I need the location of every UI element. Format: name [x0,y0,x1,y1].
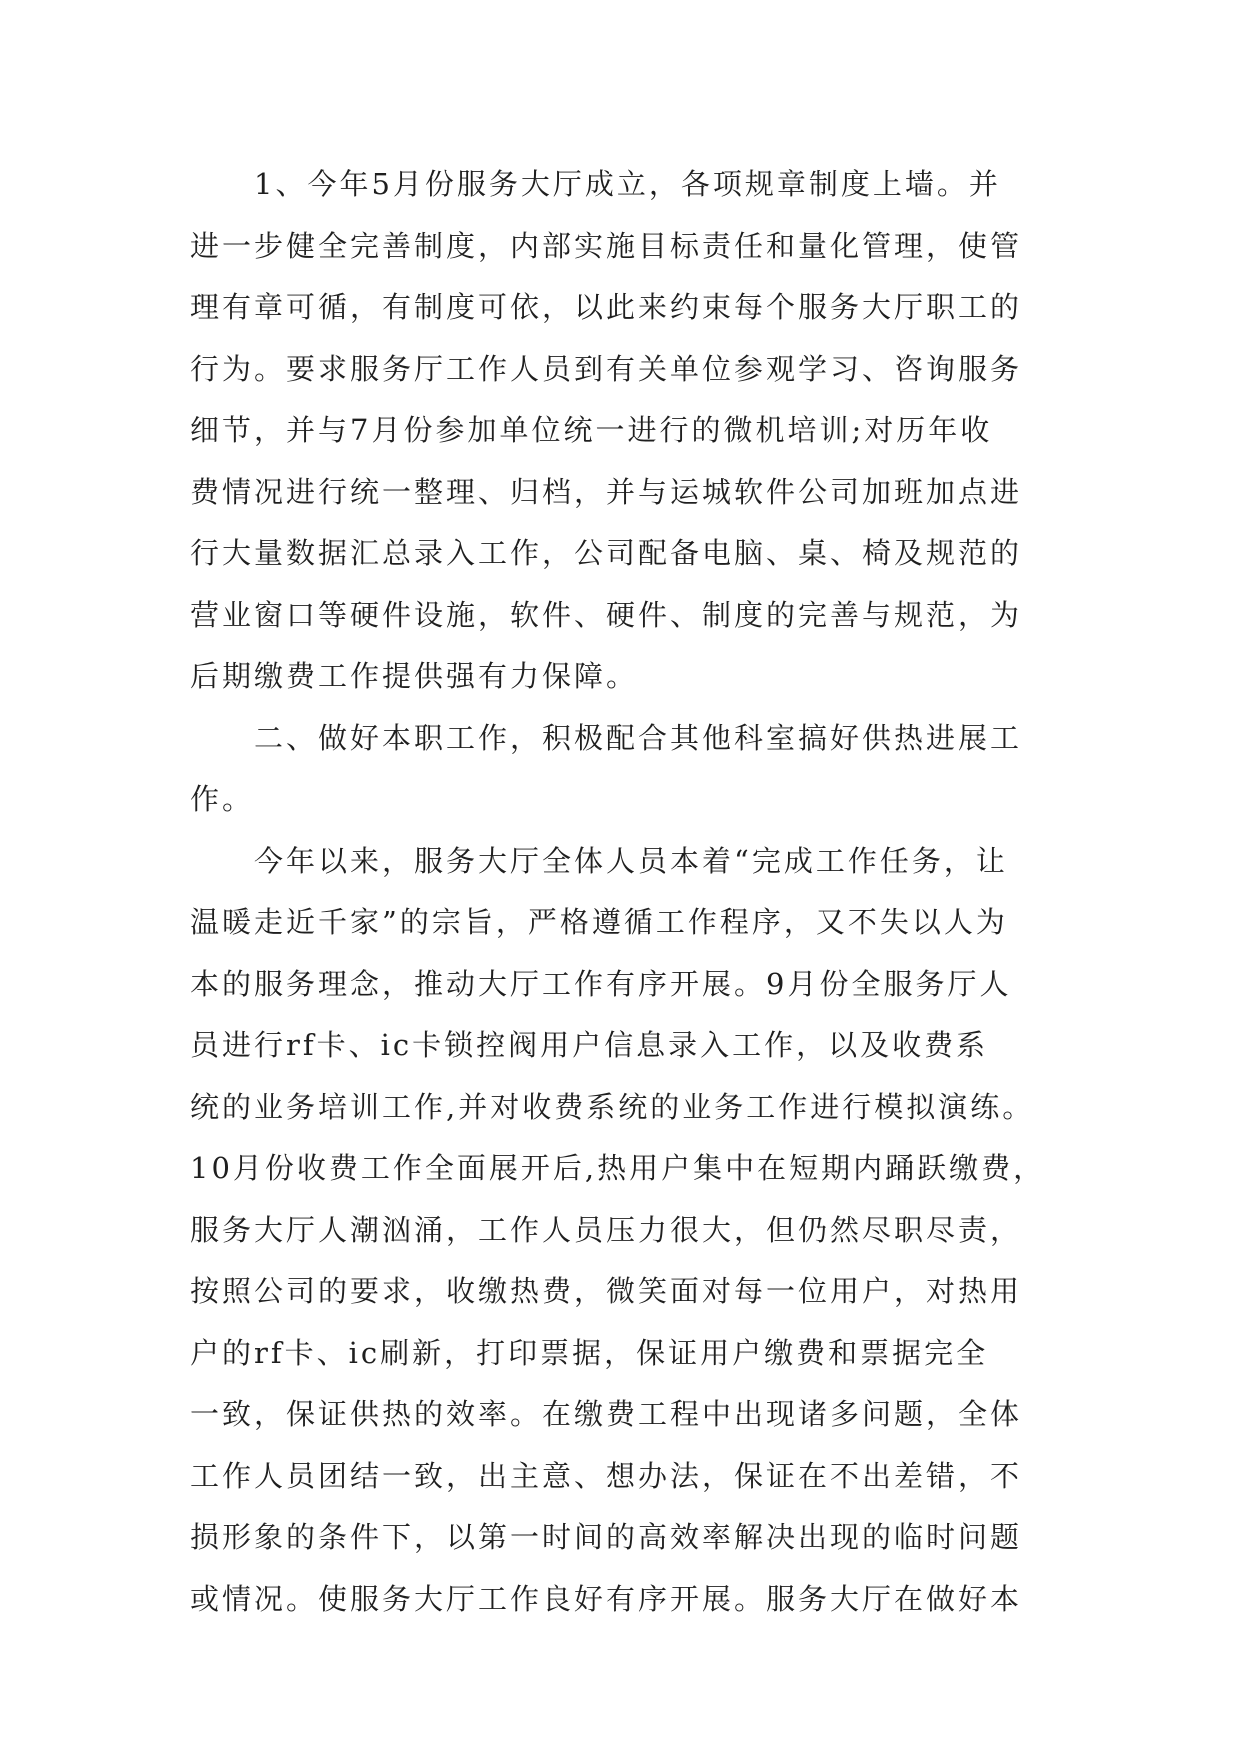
text-line: 10月份收费工作全面展开后,热用户集中在短期内踊跃缴费， [190,1151,1046,1185]
text-line: 按照公司的要求，收缴热费，微笑面对每一位用户，对热用 [190,1274,1023,1308]
text-line: 工作人员团结一致，出主意、想办法，保证在不出差错，不 [190,1458,1023,1493]
text-line: 温暖走近千家”的宗旨，严格遵循工作程序，又不失以人为 [190,905,1008,939]
text-line: 行为。要求服务厅工作人员到有关单位参观学习、咨询服务 [190,351,1023,386]
text-line: 营业窗口等硬件设施，软件、硬件、制度的完善与规范，为 [190,597,1023,632]
text-line: 1、今年5月份服务大厅成立，各项规章制度上墙。并 [254,167,1001,201]
text-line: 费情况进行统一整理、归档，并与运城软件公司加班加点进 [190,474,1023,509]
text-line: 户的rf卡、ic刷新，打印票据，保证用户缴费和票据完全 [190,1335,989,1370]
text-line: 细节，并与7月份参加单位统一进行的微机培训;对历年收 [190,413,993,447]
document-body [190,154,1056,1630]
text-line: 员进行rf卡、ic卡锁控阀用户信息录入工作，以及收费系 [190,1028,989,1062]
text-line: 统的业务培训工作,并对收费系统的业务工作进行模拟演练。 [190,1089,1035,1124]
text-line: 后期缴费工作提供强有力保障。 [190,659,639,693]
text-line: 服务大厅人潮汹涌，工作人员压力很大，但仍然尽职尽责， [190,1212,1023,1247]
paragraph-2-heading [190,708,1056,831]
text-line: 行大量数据汇总录入工作，公司配备电脑、桌、椅及规范的 [190,536,1023,570]
text-line: 损形象的条件下，以第一时间的高效率解决出现的临时问题 [190,1520,1023,1554]
text-line: 本的服务理念，推动大厅工作有序开展。9月份全服务厅人 [190,966,1012,1001]
text-line: 或情况。使服务大厅工作良好有序开展。服务大厅在做好本 [190,1581,1023,1616]
text-line: 理有章可循，有制度可依，以此来约束每个服务大厅职工的 [190,290,1023,324]
text-line: 今年以来，服务大厅全体人员本着“完成工作任务，让 [254,843,1008,878]
text-line: 一致，保证供热的效率。在缴费工程中出现诸多问题，全体 [190,1397,1023,1431]
paragraph-3 [190,831,1056,1631]
text-line: 作。 [190,782,255,816]
text-line: 二、做好本职工作，积极配合其他科室搞好供热进展工 [254,720,1023,755]
paragraph-1 [190,154,1056,708]
text-line: 进一步健全完善制度，内部实施目标责任和量化管理，使管 [190,228,1023,263]
